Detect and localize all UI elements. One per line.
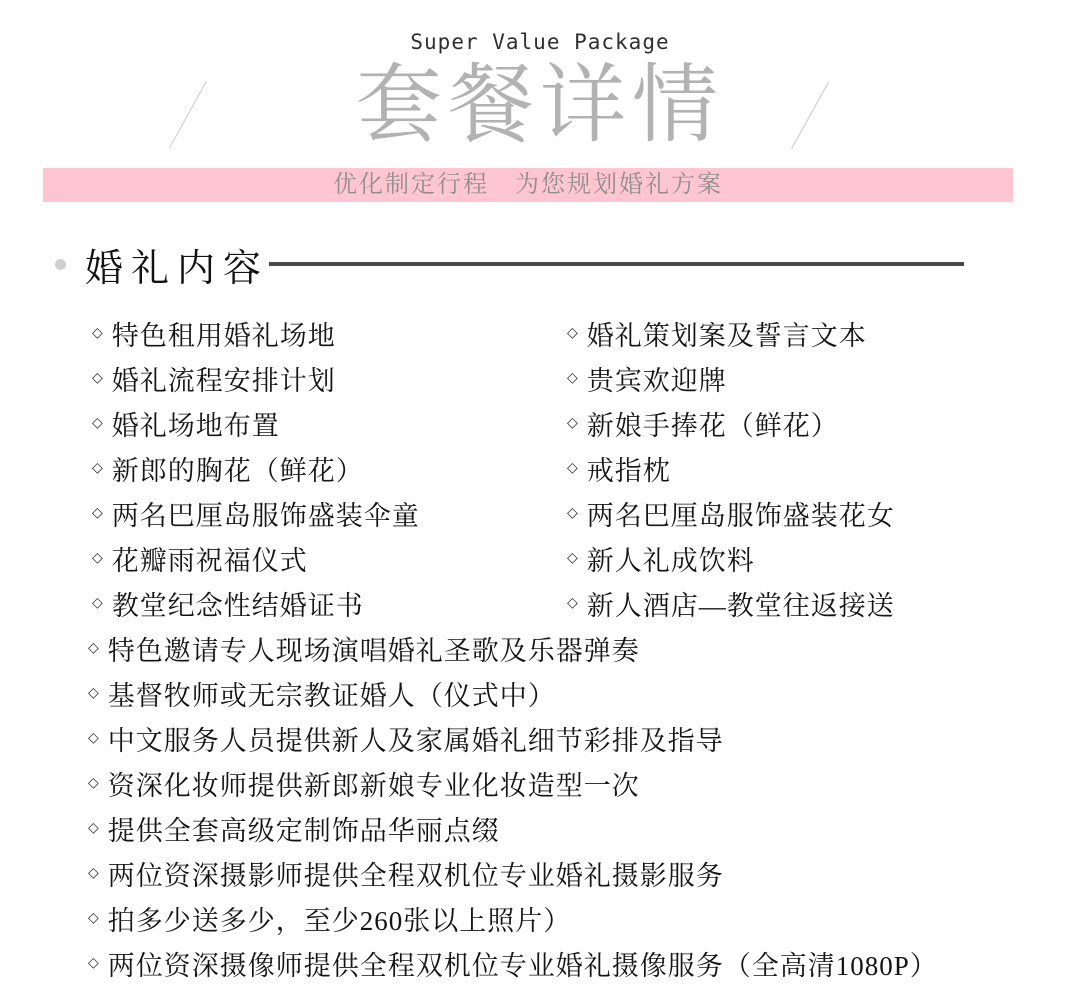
full-width-list	[0, 626, 1080, 986]
list-item-text: 花瓣雨祝福仪式	[111, 546, 308, 576]
list-item-text: 中文服务人员提供新人及家属婚礼细节彩排及指导	[107, 726, 724, 756]
list-item-text: 基督牧师或无宗教证婚人（仪式中）	[107, 681, 556, 711]
list-item-text: 特色邀请专人现场演唱婚礼圣歌及乐器弹奏	[107, 636, 640, 666]
section-heading: 婚礼内容	[85, 247, 270, 290]
diamond-bullet-icon: ◇	[567, 506, 578, 521]
list-item-text: 拍多少送多少，至少260张以上照片）	[107, 906, 572, 936]
list-column-left	[0, 311, 567, 626]
diamond-bullet-icon: ◇	[88, 731, 99, 746]
list-item	[92, 536, 567, 581]
list-item-text: 新娘手捧花（鲜花）	[586, 411, 839, 441]
two-column-list	[0, 311, 1080, 626]
list-item-text: 两位资深摄像师提供全程双机位专业婚礼摄像服务（全高清1080P）	[107, 951, 938, 981]
list-item	[88, 716, 1080, 761]
list-item	[88, 941, 1080, 986]
list-item-text: 婚礼场地布置	[111, 411, 280, 441]
diamond-bullet-icon: ◇	[92, 326, 103, 341]
diamond-bullet-icon: ◇	[92, 506, 103, 521]
list-item	[567, 311, 1080, 356]
list-item	[88, 761, 1080, 806]
list-item-text: 教堂纪念性结婚证书	[111, 591, 364, 621]
list-item-text: 新郎的胸花（鲜花）	[111, 456, 364, 486]
list-item	[567, 536, 1080, 581]
diamond-bullet-icon: ◇	[88, 776, 99, 791]
diamond-bullet-icon: ◇	[567, 416, 578, 431]
subtitle-english: Super Value Package	[410, 30, 670, 54]
diamond-bullet-icon: ◇	[88, 821, 99, 836]
list-item	[567, 491, 1080, 536]
list-item	[88, 896, 1080, 941]
list-item-text: 戒指枕	[586, 456, 671, 486]
diamond-bullet-icon: ◇	[92, 416, 103, 431]
section-header	[0, 240, 1080, 288]
list-item	[88, 806, 1080, 851]
list-item	[92, 311, 567, 356]
list-item-text: 新人礼成饮料	[586, 546, 755, 576]
diamond-bullet-icon: ◇	[88, 956, 99, 971]
list-item-text: 两名巴厘岛服饰盛装花女	[586, 501, 895, 531]
diamond-bullet-icon: ◇	[88, 686, 99, 701]
diamond-bullet-icon: ◇	[88, 641, 99, 656]
list-item-text: 提供全套高级定制饰品华丽点缀	[107, 816, 500, 846]
diamond-bullet-icon: ◇	[567, 461, 578, 476]
list-item	[567, 401, 1080, 446]
diamond-bullet-icon: ◇	[88, 866, 99, 881]
list-item	[92, 581, 567, 626]
diamond-bullet-icon: ◇	[88, 911, 99, 926]
list-item-text: 贵宾欢迎牌	[586, 366, 727, 396]
diamond-bullet-icon: ◇	[567, 551, 578, 566]
list-item	[567, 581, 1080, 626]
list-item	[88, 671, 1080, 716]
list-item	[567, 356, 1080, 401]
list-item	[92, 356, 567, 401]
dot-bullet-icon	[55, 259, 66, 270]
list-item	[92, 446, 567, 491]
list-item	[88, 626, 1080, 671]
list-item-text: 婚礼流程安排计划	[111, 366, 336, 396]
list-item-text: 特色租用婚礼场地	[111, 321, 336, 351]
list-item	[567, 446, 1080, 491]
diamond-bullet-icon: ◇	[92, 461, 103, 476]
diamond-bullet-icon: ◇	[567, 326, 578, 341]
list-item-text: 婚礼策划案及誓言文本	[586, 321, 867, 351]
list-item-text: 资深化妆师提供新郎新娘专业化妆造型一次	[107, 771, 640, 801]
diamond-bullet-icon: ◇	[92, 371, 103, 386]
diamond-bullet-icon: ◇	[567, 596, 578, 611]
list-column-right	[567, 311, 1080, 626]
list-item	[92, 491, 567, 536]
diamond-bullet-icon: ◇	[92, 551, 103, 566]
list-item-text: 两名巴厘岛服饰盛装伞童	[111, 501, 420, 531]
diamond-bullet-icon: ◇	[567, 371, 578, 386]
diamond-bullet-icon: ◇	[92, 596, 103, 611]
page-title: 套餐详情	[356, 57, 724, 153]
pink-banner: 优化制定行程 为您规划婚礼方案	[43, 168, 1013, 202]
list-item	[88, 851, 1080, 896]
list-item-text: 新人酒店—教堂往返接送	[586, 591, 895, 621]
double-rule-divider	[269, 262, 964, 266]
list-item-text: 两位资深摄影师提供全程双机位专业婚礼摄影服务	[107, 861, 724, 891]
list-item	[92, 401, 567, 446]
